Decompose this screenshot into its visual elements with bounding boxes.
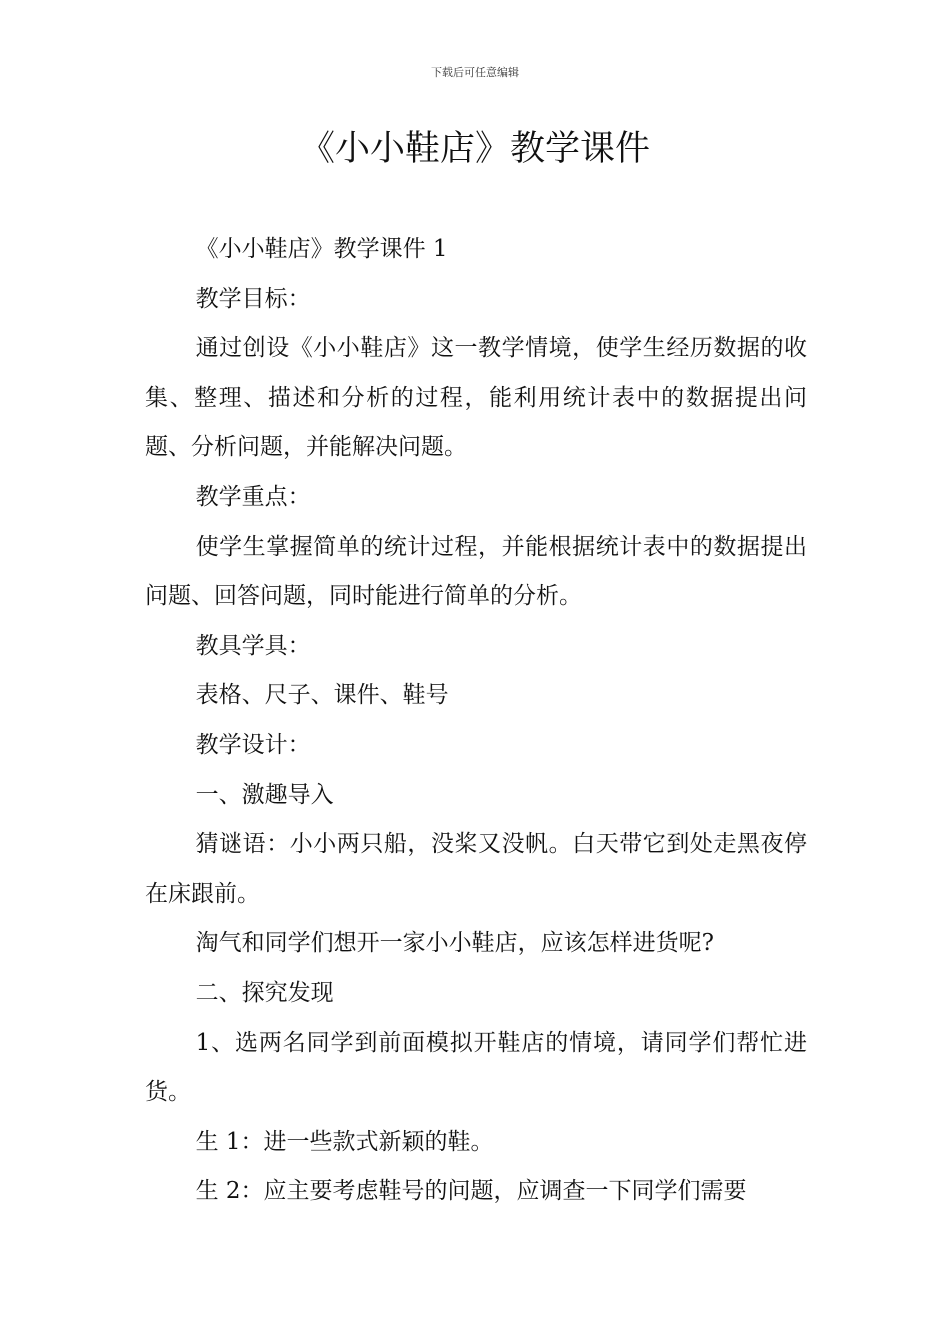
document-title: 《小小鞋店》教学课件 [299,129,650,169]
paragraph: 教学重点： [195,483,311,510]
paragraph: 1、选两名同学到前面模拟开鞋店的情境，请同学们帮忙进货。 [145,1029,807,1106]
header-note: 下载后可任意编辑 [431,66,519,79]
paragraph: 一、激趣导入 [195,781,334,808]
document-body [145,225,807,1217]
paragraph: 淘气和同学们想开一家小小鞋店，应该怎样进货呢? [195,930,714,957]
paragraph: 生 1：进一些款式新颖的鞋。 [195,1128,494,1155]
paragraph: 二、探究发现 [195,979,334,1006]
paragraph: 使学生掌握简单的统计过程，并能根据统计表中的数据提出问题、回答问题，同时能进行简单的分析。 [145,533,807,610]
paragraph: 教具学具： [195,632,311,659]
paragraph: 教学目标： [195,285,311,312]
paragraph: 猜谜语：小小两只船，没桨又没帆。白天带它到处走黑夜停在床跟前。 [145,831,807,907]
paragraph: 《小小鞋店》教学课件 1 [195,236,448,262]
paragraph: 通过创设《小小鞋店》这一教学情境，使学生经历数据的收集、整理、描述和分析的过程，能利用统计表中的数据提出问题、分析问题，并能解决问题。 [145,335,807,461]
paragraph: 教学设计： [195,731,311,758]
paragraph: 生 2：应主要考虑鞋号的问题，应调查一下同学们需要 [195,1178,747,1205]
paragraph: 表格、尺子、课件、鞋号 [195,682,449,709]
